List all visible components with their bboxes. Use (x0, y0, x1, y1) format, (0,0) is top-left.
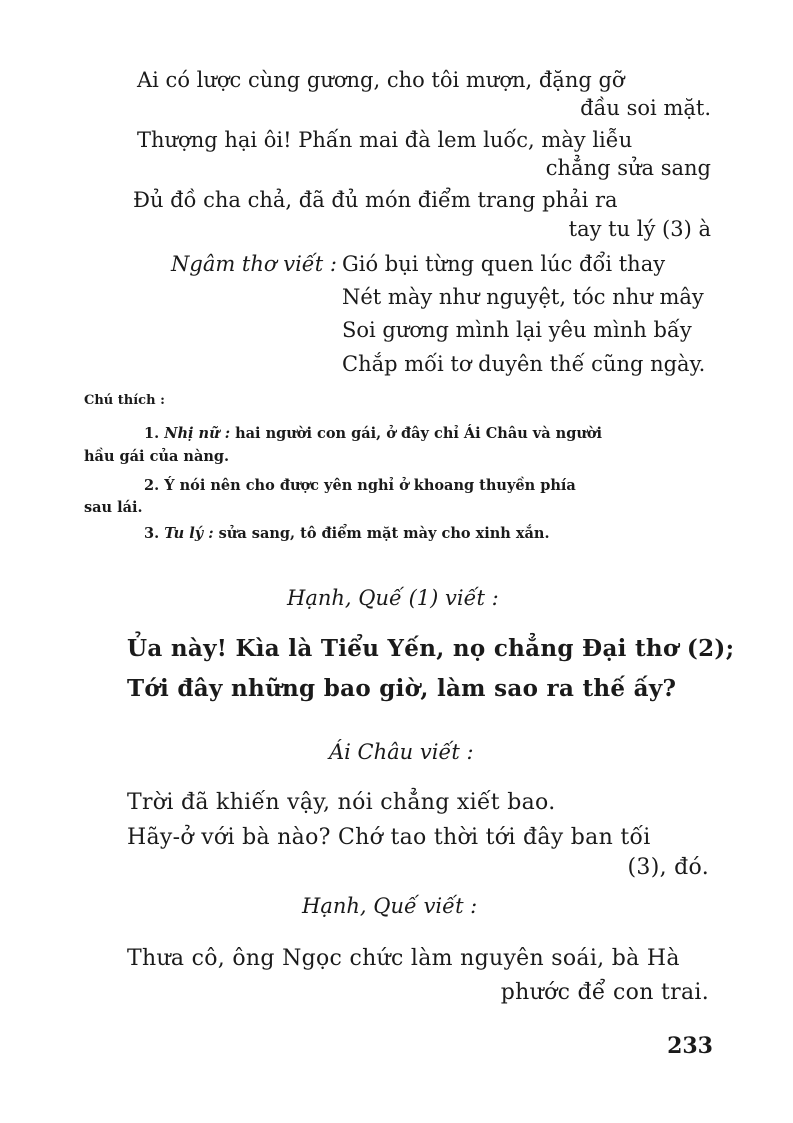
dialogue-line-5: Thưa cô, ông Ngọc chức làm nguyên soái, bà Hà (127, 946, 680, 971)
dialogue-line-4-cont: (3), đó. (627, 855, 709, 880)
notes-heading: Chú thích : (84, 393, 165, 408)
dialogue-line-2: Tới đây những bao giờ, làm sao ra thế ấy? (127, 675, 677, 702)
note-3-term: Tu lý : (164, 525, 214, 542)
page-number: 233 (667, 1033, 713, 1059)
poem-line-3: Soi gương mình lại yêu mình bấy (342, 318, 692, 342)
poem-intro: Ngâm thơ viết : (171, 252, 337, 276)
dialogue-line-5-cont: phước để con trai. (500, 980, 709, 1005)
verse-line-1-cont: đầu soi mặt. (580, 96, 711, 120)
note-3-text: sửa sang, tô điểm mặt mày cho xinh xắn. (213, 525, 550, 542)
verse-line-2-cont: chẳng sửa sang (545, 156, 711, 180)
verse-line-3: Đủ đồ cha chả, đã đủ món điểm trang phải ra (133, 188, 618, 212)
note-3-num: 3. (144, 525, 160, 542)
verse-line-2: Thượng hại ôi! Phấn mai đà lem luốc, mày liễu (137, 128, 633, 152)
note-2-text: Ý nói nên cho được yên nghỉ ở khoang thuyền phía (164, 477, 576, 494)
note-2 (144, 479, 576, 494)
speaker-heading-3: Hạnh, Quế viết : (302, 894, 478, 918)
note-1-text: hai người con gái, ở đây chỉ Ái Châu và người (230, 425, 603, 442)
note-1 (144, 427, 602, 442)
note-1-num: 1. (144, 425, 160, 442)
note-2-num: 2. (144, 477, 160, 494)
note-1-cont: hầu gái của nàng. (84, 448, 230, 465)
poem-line-1: Gió bụi từng quen lúc đổi thay (342, 252, 666, 276)
poem-line-4: Chắp mối tơ duyên thế cũng ngày. (342, 352, 706, 376)
dialogue-line-3: Trời đã khiến vậy, nói chẳng xiết bao. (127, 790, 556, 815)
dialogue-line-1: Ủa này! Kìa là Tiểu Yến, nọ chẳng Đại thơ (2); (127, 635, 735, 662)
note-2-cont: sau lái. (84, 499, 143, 516)
note-1-term: Nhị nữ : (164, 425, 231, 442)
verse-line-3-cont: tay tu lý (3) à (568, 217, 711, 241)
verse-line-1: Ai có lược cùng gương, cho tôi mượn, đặng gỡ (137, 68, 625, 92)
note-3 (144, 527, 550, 542)
speaker-heading-2: Ái Châu viết : (329, 740, 474, 764)
speaker-heading-1: Hạnh, Quế (1) viết : (287, 586, 499, 610)
poem-line-2: Nét mày như nguyệt, tóc như mây (342, 285, 704, 309)
dialogue-line-4: Hãy-ở với bà nào? Chớ tao thời tới đây ban tối (127, 825, 651, 850)
